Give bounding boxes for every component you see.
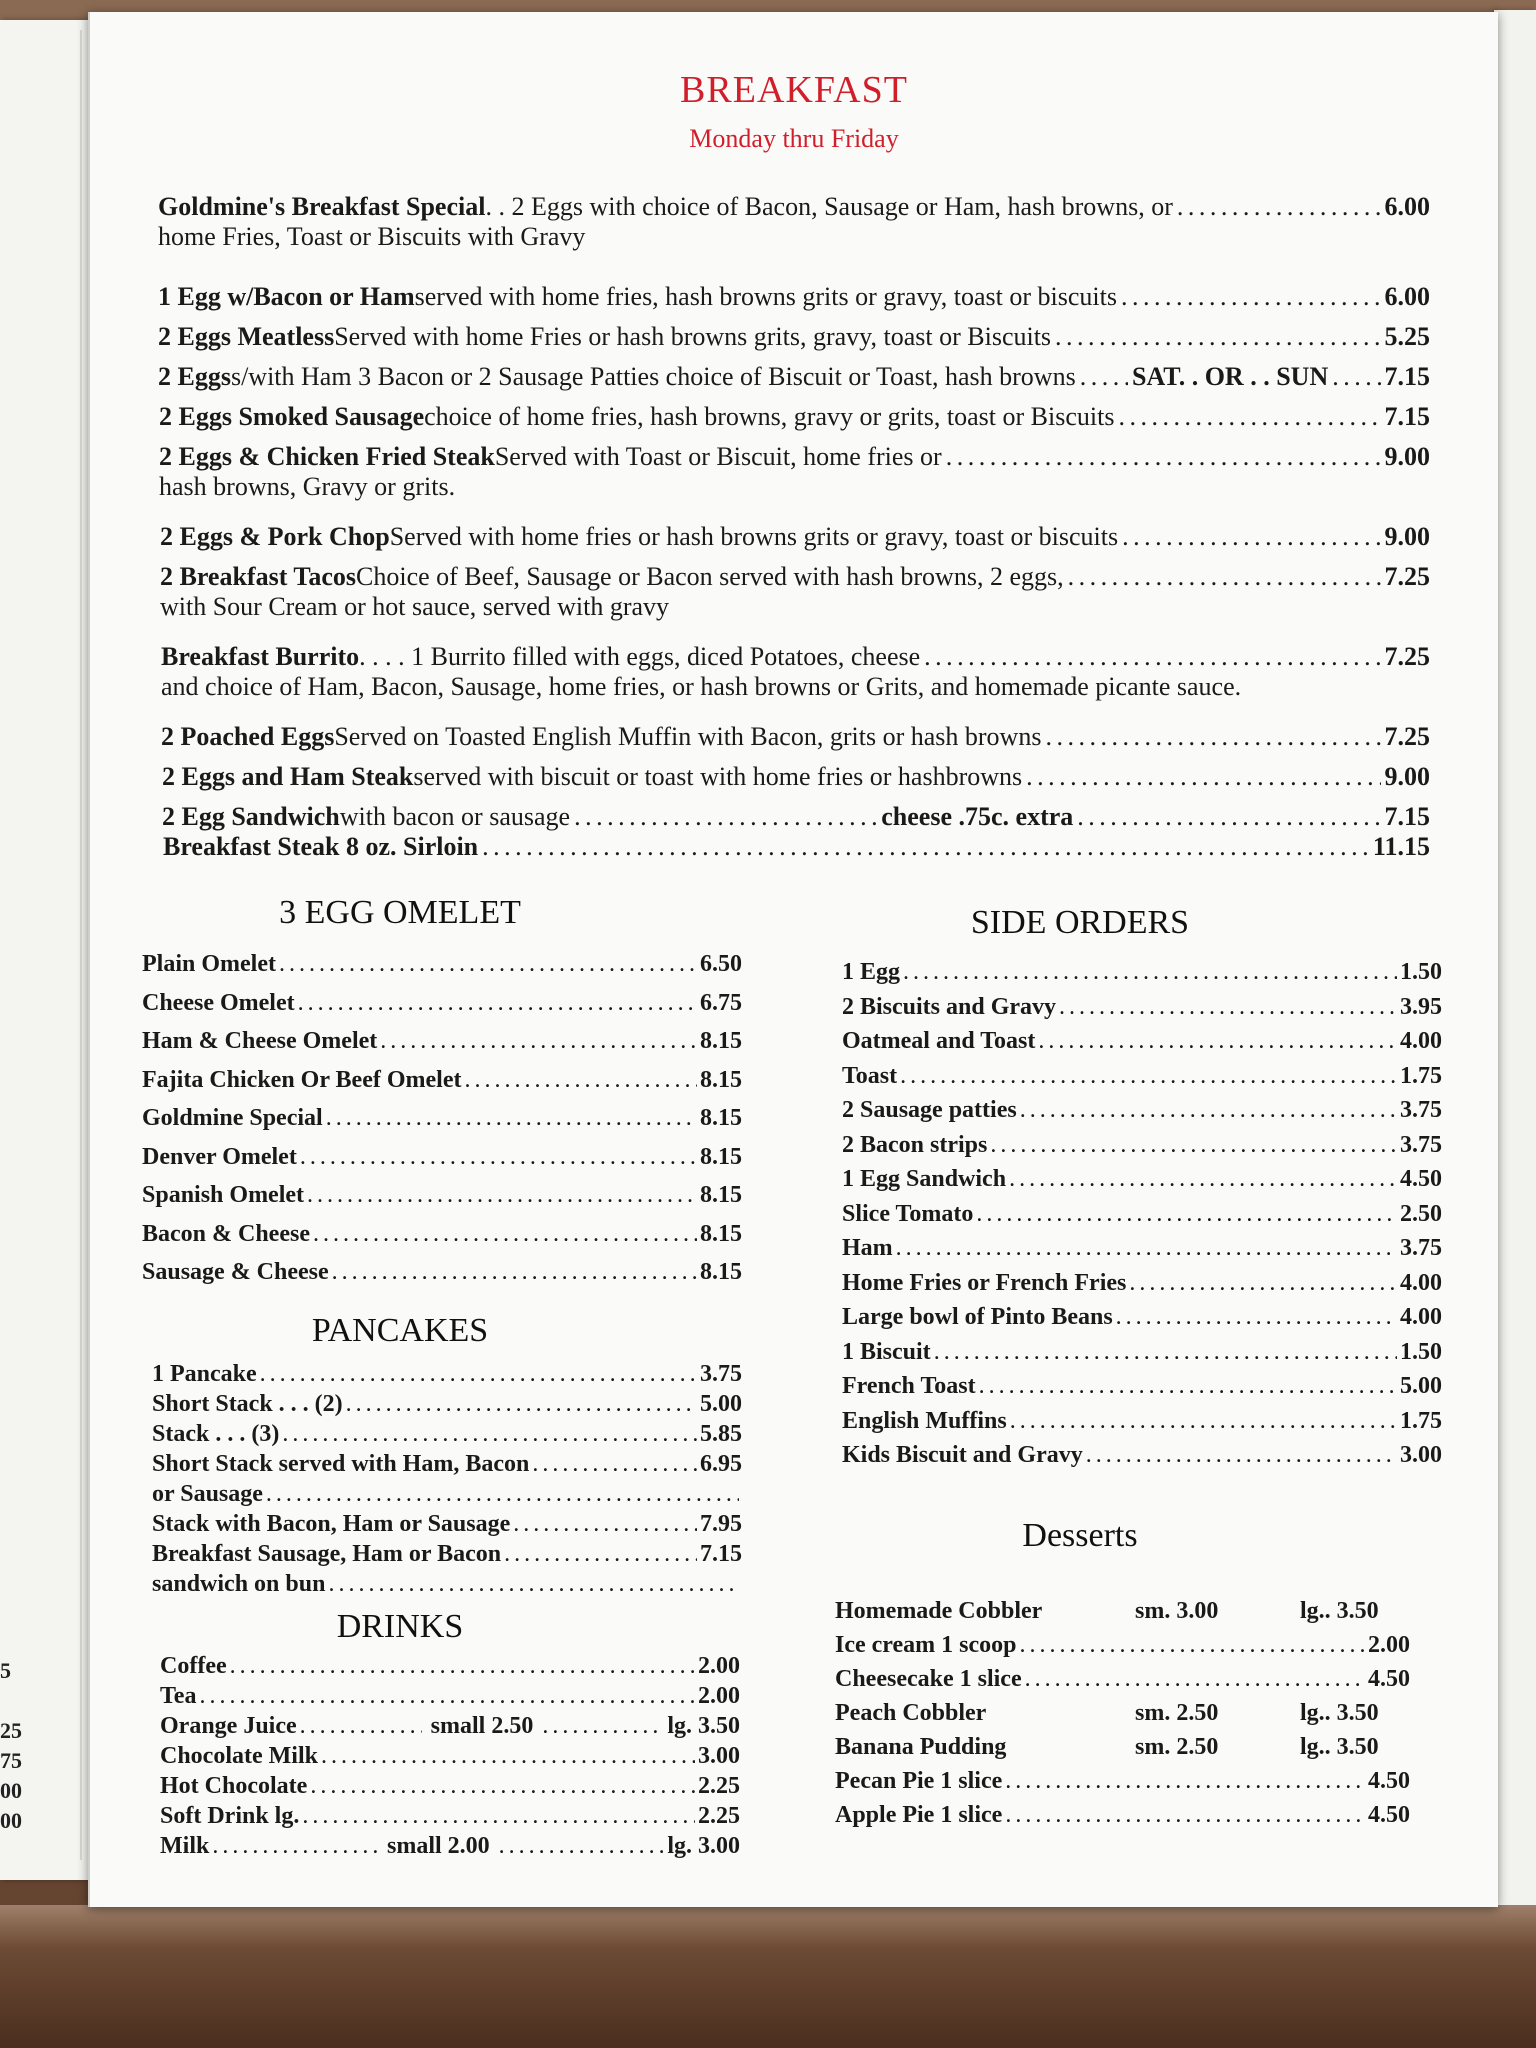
- dot-leader: [302, 1802, 695, 1830]
- item-price: 9.00: [1384, 522, 1430, 551]
- left-page-fragment: 00: [0, 1778, 22, 1803]
- item-description: served with home fries, hash browns grits or gravy, toast or biscuits: [414, 282, 1117, 311]
- side-order-name: English Muffins: [842, 1407, 1007, 1434]
- breakfast-item: [158, 192, 1430, 222]
- dot-leader: [328, 1570, 739, 1598]
- dot-leader: [979, 1372, 1397, 1400]
- dot-leader: [380, 1027, 697, 1055]
- omelet-name: Denver Omelet: [142, 1143, 297, 1170]
- dot-leader: [1122, 522, 1380, 552]
- drink-name: Orange Juice: [160, 1713, 297, 1739]
- dessert-item: [835, 1631, 1410, 1659]
- dot-leader: [326, 1104, 697, 1132]
- pancake-name: Stack . . . (3): [152, 1421, 280, 1447]
- drink-item: [160, 1742, 740, 1770]
- omelet-price: 8.15: [700, 1259, 742, 1285]
- breakfast-item: [163, 832, 1430, 862]
- side-order-item: [842, 1096, 1442, 1124]
- item-name: Goldmine's Breakfast Special: [158, 192, 486, 221]
- breakfast-item: [162, 802, 1430, 832]
- breakfast-item: [162, 762, 1430, 792]
- side-order-name: 1 Biscuit: [842, 1338, 931, 1365]
- dessert-item: [835, 1733, 1410, 1761]
- drink-name: Chocolate Milk: [160, 1743, 318, 1769]
- omelet-item: [142, 1027, 742, 1055]
- breakfast-item: [160, 522, 1430, 552]
- dot-leader: [310, 1772, 695, 1800]
- side-order-price: 1.50: [1400, 959, 1442, 985]
- dessert-item: [835, 1665, 1410, 1693]
- menu-title: BREAKFAST: [680, 69, 908, 111]
- side-order-name: Oatmeal and Toast: [842, 1028, 1036, 1054]
- item-name: 2 Eggs & Chicken Fried Steak: [159, 442, 495, 471]
- side-order-price: 4.00: [1400, 1304, 1442, 1330]
- item-price: 7.25: [1384, 562, 1430, 591]
- item-price: 5.25: [1384, 322, 1430, 351]
- side-order-price: 2.50: [1400, 1200, 1442, 1227]
- right-menu-page: [1494, 10, 1536, 1940]
- side-order-item: [842, 1338, 1442, 1366]
- side-order-price: 5.00: [1400, 1373, 1442, 1399]
- item-name: 2 Egg Sandwich: [162, 802, 340, 831]
- item-description: served with biscuit or toast with home fries or hashbrowns: [413, 762, 1023, 791]
- dot-leader: [542, 1712, 664, 1740]
- pancake-price: 6.95: [700, 1451, 742, 1477]
- side-order-item: [842, 1200, 1442, 1228]
- item-description: . . 2 Eggs with choice of Bacon, Sausage or Ham, hash browns, or: [485, 192, 1173, 221]
- drink-item: [160, 1802, 740, 1830]
- omelet-price: 8.15: [700, 1220, 742, 1247]
- omelet-price: 6.50: [700, 951, 742, 977]
- side-order-price: 4.50: [1400, 1166, 1442, 1192]
- dessert-name: Pecan Pie 1 slice: [835, 1768, 1003, 1794]
- side-order-price: 3.00: [1400, 1442, 1442, 1468]
- pancake-name: Breakfast Sausage, Ham or Bacon: [152, 1541, 502, 1567]
- drink-name: Soft Drink lg.: [160, 1803, 300, 1829]
- side-order-item: [842, 1269, 1442, 1297]
- pancake-item: [152, 1540, 742, 1568]
- breakfast-menu-page: [88, 12, 1498, 1907]
- omelet-name: Spanish Omelet: [142, 1182, 305, 1208]
- side-order-item: [842, 1062, 1442, 1090]
- dessert-large-price: lg.. 3.50: [1300, 1700, 1379, 1726]
- side-order-item: [842, 958, 1442, 986]
- breakfast-item: [159, 442, 1430, 472]
- dot-leader: [1010, 1407, 1397, 1435]
- dot-leader: [346, 1390, 697, 1418]
- pancakes-section-title: PANCAKES: [311, 1312, 489, 1349]
- dot-leader: [266, 1480, 739, 1508]
- dot-leader: [1009, 1165, 1397, 1193]
- side-order-item: [842, 1027, 1442, 1055]
- dot-leader: [212, 1832, 378, 1860]
- dot-leader: [946, 442, 1381, 472]
- side-order-name: Slice Tomato: [842, 1200, 974, 1227]
- item-description: choice of home fries, hash browns, gravy or grits, toast or Biscuits: [424, 402, 1115, 431]
- item-name: 2 Eggs and Ham Steak: [162, 762, 414, 791]
- dot-leader: [1086, 1441, 1397, 1469]
- side-order-name: Toast: [842, 1062, 898, 1089]
- drink-name: Hot Chocolate: [160, 1773, 308, 1799]
- dot-leader: [924, 642, 1380, 672]
- item-description: Served with home fries or hash browns grits or gravy, toast or biscuits: [389, 522, 1119, 551]
- omelet-item: [142, 1220, 742, 1248]
- side-order-name: Home Fries or French Fries: [842, 1269, 1127, 1296]
- item-name: 2 Eggs & Pork Chop: [160, 522, 390, 551]
- pancake-price: 5.85: [700, 1421, 742, 1447]
- dot-leader: [307, 1181, 697, 1209]
- drink-name: Milk: [160, 1833, 210, 1859]
- drink-name: Tea: [160, 1683, 197, 1709]
- dessert-name: Peach Cobbler: [835, 1700, 987, 1726]
- drink-price: 2.00: [698, 1683, 740, 1709]
- omelet-name: Ham & Cheese Omelet: [142, 1028, 378, 1054]
- dessert-item: [835, 1699, 1410, 1727]
- omelet-section-title: 3 EGG OMELET: [279, 894, 521, 931]
- side-order-item: [842, 1372, 1442, 1400]
- side-order-name: Large bowl of Pinto Beans: [842, 1304, 1113, 1330]
- pancake-name: Short Stack . . . (2): [152, 1391, 343, 1417]
- side-order-price: 3.95: [1400, 993, 1442, 1020]
- side-order-price: 3.75: [1400, 1131, 1442, 1158]
- side-order-price: 3.75: [1400, 1235, 1442, 1261]
- dot-leader: [1026, 762, 1380, 792]
- dot-leader: [1332, 362, 1380, 392]
- item-extra: cheese .75c. extra: [881, 802, 1074, 831]
- dot-leader: [464, 1066, 697, 1094]
- drink-price: 2.25: [698, 1803, 740, 1829]
- omelet-name: Cheese Omelet: [142, 989, 295, 1016]
- dot-leader: [1068, 562, 1381, 592]
- omelet-name: Plain Omelet: [142, 951, 276, 977]
- dessert-small-price: sm. 2.50: [1135, 1700, 1219, 1726]
- dot-leader: [300, 1143, 697, 1171]
- pancake-item: [152, 1480, 742, 1508]
- dessert-price: 4.50: [1368, 1768, 1410, 1794]
- item-description: . . . . 1 Burrito filled with eggs, diced Potatoes, cheese: [359, 642, 921, 671]
- side-order-item: [842, 993, 1442, 1021]
- side-order-item: [842, 1234, 1442, 1262]
- side-order-name: Ham: [842, 1235, 893, 1261]
- omelet-price: 8.15: [700, 1105, 742, 1131]
- omelet-item: [142, 989, 742, 1017]
- dot-leader: [313, 1220, 697, 1248]
- dot-leader: [1045, 722, 1380, 752]
- item-price: 11.15: [1372, 832, 1430, 861]
- omelet-item: [142, 950, 742, 978]
- dot-leader: [282, 1420, 697, 1448]
- item-price: 7.25: [1384, 722, 1430, 751]
- item-description: with bacon or sausage: [339, 802, 571, 831]
- item-name: 2 Eggs: [158, 362, 231, 391]
- dessert-item: [835, 1597, 1410, 1625]
- item-price: 7.15: [1384, 402, 1430, 431]
- drink-item: [160, 1832, 740, 1860]
- item-price: 6.00: [1384, 282, 1430, 311]
- dot-leader: [934, 1338, 1397, 1366]
- dessert-name: Apple Pie 1 slice: [835, 1802, 1003, 1828]
- omelet-item: [142, 1143, 742, 1171]
- item-name: Breakfast Steak 8 oz. Sirloin: [163, 832, 479, 861]
- menu-subtitle: Monday thru Friday: [689, 124, 899, 153]
- item-price: 6.00: [1384, 192, 1430, 221]
- item-description-continued: hash browns, Gravy or grits.: [159, 472, 456, 501]
- dot-leader: [332, 1258, 697, 1286]
- dot-leader: [1177, 192, 1381, 222]
- side-order-price: 3.75: [1400, 1097, 1442, 1123]
- pancake-item: [152, 1570, 742, 1598]
- side-order-item: [842, 1165, 1442, 1193]
- side-orders-section-title: SIDE ORDERS: [970, 904, 1190, 941]
- omelet-item: [142, 1258, 742, 1286]
- pancake-item: [152, 1420, 742, 1448]
- drink-price: 3.00: [698, 1743, 740, 1769]
- dot-leader: [1038, 1027, 1397, 1055]
- dot-leader: [1005, 1767, 1365, 1795]
- left-menu-page: [0, 20, 88, 1880]
- dot-leader: [1118, 402, 1380, 432]
- item-price: 9.00: [1384, 442, 1430, 471]
- side-order-name: 1 Egg: [842, 959, 901, 985]
- omelet-name: Sausage & Cheese: [142, 1259, 329, 1285]
- drinks-section-title: DRINKS: [336, 1608, 464, 1645]
- dot-leader: [1005, 1801, 1365, 1829]
- item-name: 2 Eggs Smoked Sausage: [159, 402, 425, 431]
- item-description: Served with Toast or Biscuit, home fries or: [494, 442, 942, 471]
- dot-leader: [1020, 1631, 1366, 1659]
- omelet-item: [142, 1181, 742, 1209]
- pancake-name: Stack with Bacon, Ham or Sausage: [152, 1511, 511, 1537]
- side-order-name: 2 Biscuits and Gravy: [842, 993, 1057, 1020]
- omelet-price: 8.15: [700, 1182, 742, 1208]
- item-description: Served with home Fries or hash browns grits, gravy, toast or Biscuits: [334, 322, 1052, 351]
- dot-leader: [532, 1450, 697, 1478]
- item-name: 1 Egg w/Bacon or Ham: [158, 282, 415, 311]
- left-page-fragment: 5: [0, 1658, 11, 1683]
- dot-leader: [230, 1652, 695, 1680]
- dot-leader: [1077, 802, 1380, 832]
- dessert-name: Homemade Cobbler: [835, 1598, 1043, 1624]
- pancake-name: or Sausage: [152, 1481, 263, 1507]
- omelet-name: Goldmine Special: [142, 1105, 323, 1131]
- item-name: 2 Breakfast Tacos: [160, 562, 356, 591]
- dot-leader: [1129, 1269, 1397, 1297]
- dessert-name: Banana Pudding: [835, 1734, 1007, 1760]
- breakfast-item: [161, 642, 1430, 672]
- drink-item: [160, 1652, 740, 1680]
- drink-price: 2.00: [698, 1653, 740, 1679]
- drink-item: [160, 1682, 740, 1710]
- item-name: Breakfast Burrito: [161, 642, 360, 671]
- side-order-price: 4.00: [1400, 1269, 1442, 1296]
- pancake-price: 5.00: [700, 1391, 742, 1417]
- table-surface: [0, 1905, 1536, 2048]
- side-order-price: 4.00: [1400, 1028, 1442, 1054]
- breakfast-item: [158, 282, 1430, 312]
- dessert-small-price: sm. 3.00: [1135, 1598, 1219, 1624]
- item-description: s/with Ham 3 Bacon or 2 Sausage Patties choice of Biscuit or Toast, hash browns: [230, 362, 1076, 391]
- item-description-continued: with Sour Cream or hot sauce, served with gravy: [160, 592, 670, 621]
- dot-leader: [321, 1742, 695, 1770]
- side-order-item: [842, 1131, 1442, 1159]
- item-name: 2 Poached Eggs: [161, 722, 335, 751]
- dot-leader: [896, 1234, 1397, 1262]
- omelet-price: 8.15: [700, 1028, 742, 1054]
- drink-price: 2.25: [698, 1773, 740, 1799]
- item-name: 2 Eggs Meatless: [158, 322, 335, 351]
- drink-small-price: small 2.50: [430, 1713, 534, 1739]
- side-order-price: 1.75: [1400, 1407, 1442, 1434]
- side-order-price: 1.50: [1400, 1338, 1442, 1365]
- dot-leader: [976, 1200, 1397, 1228]
- omelet-item: [142, 1104, 742, 1132]
- dot-leader: [513, 1510, 697, 1538]
- dot-leader: [499, 1832, 665, 1860]
- dessert-name: Ice cream 1 scoop: [835, 1632, 1017, 1658]
- dessert-price: 2.00: [1368, 1632, 1410, 1658]
- dot-leader: [298, 989, 697, 1017]
- breakfast-item: [160, 562, 1430, 592]
- dot-leader: [1080, 362, 1128, 392]
- desserts-section-title: Desserts: [1022, 1517, 1138, 1554]
- dot-leader: [900, 1062, 1397, 1090]
- item-extra: SAT. . OR . . SUN: [1131, 362, 1329, 391]
- side-order-name: 1 Egg Sandwich: [842, 1166, 1007, 1192]
- omelet-name: Fajita Chicken Or Beef Omelet: [142, 1066, 462, 1093]
- side-order-item: [842, 1441, 1442, 1469]
- item-description: Choice of Beef, Sausage or Bacon served with hash browns, 2 eggs,: [356, 562, 1064, 591]
- side-order-name: 2 Sausage patties: [842, 1097, 1017, 1123]
- breakfast-item: [159, 402, 1430, 432]
- dot-leader: [1055, 322, 1380, 352]
- breakfast-item: [158, 322, 1430, 352]
- dot-leader: [1121, 282, 1381, 312]
- dot-leader: [903, 958, 1397, 986]
- dot-leader: [1116, 1303, 1397, 1331]
- pancake-item: [152, 1360, 742, 1388]
- item-price: 7.25: [1384, 642, 1430, 671]
- drink-price: lg. 3.00: [667, 1833, 740, 1859]
- item-price: 9.00: [1384, 762, 1430, 791]
- dessert-name: Cheesecake 1 slice: [835, 1666, 1022, 1692]
- side-order-name: Kids Biscuit and Gravy: [842, 1442, 1083, 1468]
- side-order-item: [842, 1303, 1442, 1331]
- dot-leader: [482, 832, 1369, 862]
- drink-name: Coffee: [160, 1653, 227, 1679]
- dot-leader: [260, 1360, 697, 1388]
- pancake-item: [152, 1510, 742, 1538]
- dot-leader: [279, 950, 697, 978]
- left-page-fragment: 25: [0, 1718, 22, 1743]
- item-price: 7.15: [1384, 802, 1430, 831]
- side-order-item: [842, 1407, 1442, 1435]
- dessert-price: 4.50: [1368, 1666, 1410, 1692]
- breakfast-item: [161, 722, 1430, 752]
- dessert-item: [835, 1801, 1410, 1829]
- dessert-large-price: lg.. 3.50: [1300, 1598, 1379, 1624]
- dot-leader: [1020, 1096, 1397, 1124]
- dot-leader: [990, 1131, 1397, 1159]
- left-page-fragment: 00: [0, 1808, 22, 1833]
- drink-item: [160, 1772, 740, 1800]
- drink-small-price: small 2.00: [387, 1833, 490, 1859]
- dot-leader: [504, 1540, 697, 1568]
- dot-leader: [300, 1712, 422, 1740]
- side-order-name: French Toast: [842, 1373, 976, 1399]
- dot-leader: [199, 1682, 695, 1710]
- dessert-item: [835, 1767, 1410, 1795]
- side-order-name: 2 Bacon strips: [842, 1131, 988, 1158]
- pancake-price: 7.95: [700, 1511, 742, 1537]
- pancake-name: Short Stack served with Ham, Bacon: [152, 1451, 530, 1477]
- dot-leader: [1025, 1665, 1365, 1693]
- breakfast-item: [158, 362, 1430, 392]
- dessert-price: 4.50: [1368, 1802, 1410, 1828]
- omelet-price: 8.15: [700, 1143, 742, 1170]
- drink-price: lg. 3.50: [667, 1713, 741, 1739]
- omelet-item: [142, 1066, 742, 1094]
- side-order-price: 1.75: [1400, 1062, 1442, 1089]
- left-page-fragment: 75: [0, 1748, 22, 1773]
- item-price: 7.15: [1384, 362, 1430, 391]
- dot-leader: [1059, 993, 1397, 1021]
- dessert-small-price: sm. 2.50: [1135, 1734, 1219, 1760]
- omelet-price: 6.75: [700, 989, 742, 1016]
- drink-item: [160, 1712, 740, 1740]
- pancake-name: sandwich on bun: [152, 1571, 326, 1597]
- item-description-continued: home Fries, Toast or Biscuits with Gravy: [158, 222, 586, 251]
- pancake-price: 7.15: [700, 1541, 742, 1567]
- omelet-price: 8.15: [700, 1066, 742, 1093]
- item-description-continued: and choice of Ham, Bacon, Sausage, home fries, or hash browns or Grits, and homemade picante sauce.: [161, 672, 1242, 701]
- pancake-item: [152, 1450, 742, 1478]
- item-description: Served on Toasted English Muffin with Bacon, grits or hash browns: [334, 722, 1042, 751]
- dot-leader: [574, 802, 877, 832]
- pancake-price: 3.75: [700, 1361, 742, 1387]
- omelet-name: Bacon & Cheese: [142, 1220, 310, 1247]
- dessert-large-price: lg.. 3.50: [1300, 1734, 1379, 1760]
- pancake-name: 1 Pancake: [152, 1361, 257, 1387]
- pancake-item: [152, 1390, 742, 1418]
